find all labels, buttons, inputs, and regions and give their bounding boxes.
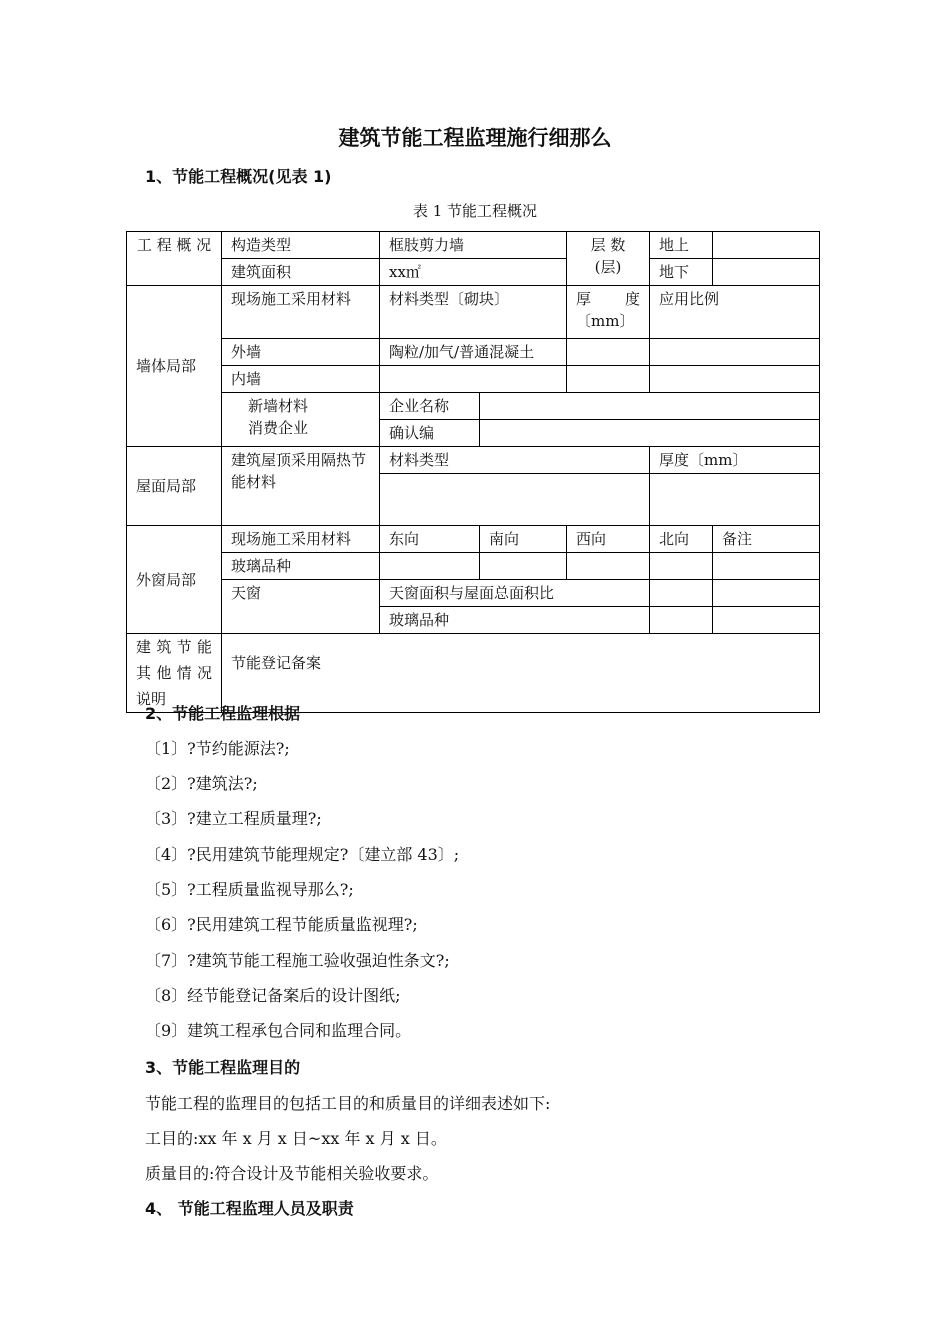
cell-skylight-ratio: 天窗面积与屋面总面积比	[380, 580, 650, 607]
cell-north: 北向	[650, 526, 713, 553]
cell-application-ratio: 应用比例	[650, 286, 820, 339]
cell-above-ground: 地上	[650, 232, 713, 259]
cell-window-site-materials: 现场施工采用材料	[222, 526, 380, 553]
section-heading-2: 2、节能工程监理根据	[145, 704, 301, 723]
cell-company-name: 企业名称	[380, 393, 480, 420]
basis-item-4: 〔4〕?民用建筑节能理规定?〔建立部 43〕;	[145, 845, 460, 864]
cell-glass-type: 玻璃品种	[222, 553, 380, 580]
cell-structure-value: 框肢剪力墙	[380, 232, 567, 259]
paragraph-schedule: 工目的:xx 年 x 月 x 日~xx 年 x 月 x 日。	[145, 1129, 447, 1148]
cell-empty	[480, 420, 820, 447]
paragraph-quality: 质量目的:符合设计及节能相关验收要求。	[145, 1164, 439, 1183]
section-heading-4: 4、 节能工程监理人员及职责	[145, 1199, 354, 1218]
cell-empty	[713, 580, 820, 607]
basis-item-7: 〔7〕?建筑节能工程施工验收强迫性条文?;	[145, 951, 450, 970]
cell-skylight: 天窗	[222, 580, 380, 634]
cell-empty	[650, 366, 820, 393]
basis-item-6: 〔6〕?民用建筑工程节能质量监视理?;	[145, 915, 418, 934]
cell-above-ground-value	[713, 232, 820, 259]
cell-new-wall-producer: 新墙材料 消费企业	[222, 393, 380, 447]
cell-empty	[380, 366, 567, 393]
cell-floors: 层 数 (层)	[567, 232, 650, 286]
cell-project-overview: 工 程 概 况	[127, 232, 222, 286]
cell-below-ground-value	[713, 259, 820, 286]
cell-empty	[567, 553, 650, 580]
cell-below-ground: 地下	[650, 259, 713, 286]
cell-site-materials: 现场施工采用材料	[222, 286, 380, 339]
cell-thickness: 厚 度 〔mm〕	[567, 286, 650, 339]
cell-south: 南向	[480, 526, 567, 553]
cell-empty	[380, 553, 480, 580]
cell-remarks: 备注	[713, 526, 820, 553]
document-title: 建筑节能工程监理施行细那么	[338, 126, 612, 150]
cell-west: 西向	[567, 526, 650, 553]
cell-roof-materials: 建筑屋顶采用隔热节能材料	[222, 447, 380, 526]
cell-empty	[713, 607, 820, 634]
cell-empty	[650, 580, 713, 607]
cell-material-type: 材料类型	[380, 447, 650, 474]
cell-structure-type: 构造类型	[222, 232, 380, 259]
cell-empty	[650, 607, 713, 634]
cell-empty	[480, 553, 567, 580]
cell-empty	[567, 339, 650, 366]
cell-empty	[713, 553, 820, 580]
cell-empty	[567, 366, 650, 393]
basis-item-1: 〔1〕?节约能源法?;	[145, 739, 290, 758]
cell-building-area: 建筑面积	[222, 259, 380, 286]
cell-east: 东向	[380, 526, 480, 553]
cell-wall-section: 墙体局部	[127, 286, 222, 447]
project-overview-table	[126, 231, 820, 713]
cell-empty	[650, 339, 820, 366]
cell-empty	[650, 474, 820, 526]
paragraph-objectives: 节能工程的监理目的包括工目的和质量目的详细表述如下:	[145, 1094, 551, 1113]
cell-energy-filing: 节能登记备案	[222, 634, 820, 713]
table-caption: 表 1 节能工程概况	[412, 202, 538, 220]
cell-material-type-block: 材料类型〔砌块〕	[380, 286, 567, 339]
cell-empty	[380, 474, 650, 526]
cell-other-notes: 建 筑 节 能 其 他 情 况 说明	[127, 634, 222, 713]
basis-item-5: 〔5〕?工程质量监视导那么?;	[145, 880, 354, 899]
cell-roof-section: 屋面局部	[127, 447, 222, 526]
cell-confirm-no: 确认编	[380, 420, 480, 447]
cell-exterior-wall: 外墙	[222, 339, 380, 366]
section-heading-1: 1、节能工程概况(见表 1)	[145, 167, 332, 186]
basis-item-8: 〔8〕经节能登记备案后的设计图纸;	[145, 986, 401, 1005]
basis-item-3: 〔3〕?建立工程质量理?;	[145, 809, 322, 828]
section-heading-3: 3、节能工程监理目的	[145, 1058, 301, 1077]
cell-window-section: 外窗局部	[127, 526, 222, 634]
cell-empty	[650, 553, 713, 580]
cell-exterior-wall-material: 陶粒/加气/普通混凝土	[380, 339, 567, 366]
cell-interior-wall: 内墙	[222, 366, 380, 393]
cell-thickness-mm: 厚度〔mm〕	[650, 447, 820, 474]
cell-area-value: xx㎡	[380, 259, 567, 286]
cell-empty	[480, 393, 820, 420]
basis-item-2: 〔2〕?建筑法?;	[145, 774, 258, 793]
basis-item-9: 〔9〕建筑工程承包合同和监理合同。	[145, 1021, 412, 1040]
cell-skylight-glass: 玻璃品种	[380, 607, 650, 634]
